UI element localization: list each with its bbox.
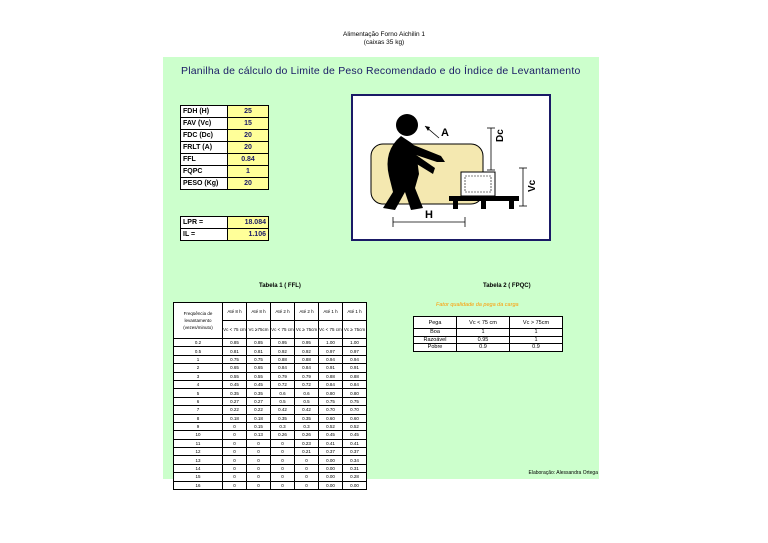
header-line-1: Alimentação Forno Aichilin 1 — [342, 31, 425, 38]
fpqc-header: Pega — [414, 317, 457, 329]
table-row — [414, 344, 563, 352]
table-cell: Razoável — [414, 336, 457, 344]
period-header: Até 8 h — [247, 303, 271, 321]
table-row — [174, 481, 367, 489]
table-cell: 0.97 — [319, 347, 343, 355]
table-row — [174, 431, 367, 439]
table-cell: 0.35 — [247, 389, 271, 397]
table-cell: 0.85 — [223, 339, 247, 347]
table-cell: 0.45 — [223, 380, 247, 388]
table-row — [174, 456, 367, 464]
vc-header: Vc < 75 cm — [271, 321, 295, 339]
document-header — [0, 31, 768, 47]
table-cell: 0.37 — [319, 448, 343, 456]
table-row — [174, 347, 367, 355]
table-cell: 0.9 — [510, 344, 563, 352]
table-row — [174, 422, 367, 430]
table-row — [174, 339, 367, 347]
table-row — [174, 473, 367, 481]
input-row — [181, 130, 269, 142]
frequency-cell: 5 — [174, 389, 223, 397]
table-cell: Pobre — [414, 344, 457, 352]
input-row — [181, 178, 269, 190]
table-cell: 0.72 — [271, 380, 295, 388]
table-cell: 0 — [223, 439, 247, 447]
table-cell: 0.81 — [223, 347, 247, 355]
result-row — [181, 217, 269, 229]
table-cell: 0.72 — [295, 380, 319, 388]
table-cell: 0 — [295, 464, 319, 472]
table-cell: 0.41 — [343, 439, 367, 447]
table-cell: 0.00 — [343, 481, 367, 489]
table-cell: 0.37 — [343, 448, 367, 456]
header-line-2: (caixas 35 kg) — [363, 39, 405, 46]
vc-header: Vc < 75 cm — [223, 321, 247, 339]
result-value[interactable]: 18.084 — [228, 217, 269, 229]
input-value[interactable]: 1 — [228, 166, 269, 178]
input-value[interactable]: 25 — [228, 106, 269, 118]
table-cell: 0.55 — [223, 372, 247, 380]
table-cell: 0.94 — [343, 355, 367, 363]
table-cell: 0 — [247, 464, 271, 472]
table-cell: 0.42 — [295, 406, 319, 414]
frequency-cell: 13 — [174, 456, 223, 464]
table-cell: 0.79 — [271, 372, 295, 380]
frequency-cell: 0.2 — [174, 339, 223, 347]
table-cell: 0 — [295, 473, 319, 481]
label-dc: Dc — [495, 129, 506, 142]
table-cell: 0 — [223, 481, 247, 489]
table-row — [414, 336, 563, 344]
spreadsheet-area — [163, 57, 599, 488]
period-header: Até 1 h — [319, 303, 343, 321]
table-cell: 0.27 — [247, 397, 271, 405]
table-cell: 0 — [223, 448, 247, 456]
result-label: IL = — [181, 229, 228, 241]
table-cell: 0.65 — [247, 364, 271, 372]
input-row — [181, 106, 269, 118]
table-cell: 0 — [271, 456, 295, 464]
table-row — [174, 364, 367, 372]
table-cell: 0 — [271, 439, 295, 447]
table-cell: 0.75 — [319, 397, 343, 405]
table-cell: 0.92 — [271, 347, 295, 355]
table-cell: 0 — [247, 473, 271, 481]
table-row — [174, 448, 367, 456]
input-label: FFL — [181, 154, 228, 166]
frequency-cell: 9 — [174, 422, 223, 430]
table-cell: 0.23 — [295, 439, 319, 447]
result-row — [181, 229, 269, 241]
input-value[interactable]: 0.84 — [228, 154, 269, 166]
table-cell: 0.00 — [319, 464, 343, 472]
input-row — [181, 118, 269, 130]
table-cell: 0.70 — [319, 406, 343, 414]
table-cell: 1.00 — [343, 339, 367, 347]
table-row — [174, 380, 367, 388]
table-row — [174, 406, 367, 414]
table-cell: 0 — [223, 473, 247, 481]
lifting-illustration — [351, 94, 551, 241]
frequency-cell: 11 — [174, 439, 223, 447]
frequency-cell: 15 — [174, 473, 223, 481]
table-cell: 0.97 — [343, 347, 367, 355]
frequency-cell: 2 — [174, 364, 223, 372]
table-cell: 0.84 — [319, 380, 343, 388]
table-cell: 0.3 — [295, 422, 319, 430]
input-label: FRLT (A) — [181, 142, 228, 154]
table-cell: 0.95 — [271, 339, 295, 347]
table-cell: 0 — [271, 448, 295, 456]
input-value[interactable]: 15 — [228, 118, 269, 130]
fpqc-table — [413, 316, 563, 352]
table-cell: 1.00 — [319, 339, 343, 347]
table-cell: 0.88 — [295, 355, 319, 363]
table-cell: 0.88 — [319, 372, 343, 380]
table-cell: 0.60 — [343, 414, 367, 422]
table-cell: 0.95 — [457, 336, 510, 344]
table-cell: 0.84 — [343, 380, 367, 388]
table-cell: 0 — [247, 456, 271, 464]
fpqc-header: Vc > 75cm — [510, 317, 563, 329]
table-cell: 0.27 — [223, 397, 247, 405]
table-cell: 0.70 — [343, 406, 367, 414]
table-row — [174, 439, 367, 447]
table-row — [174, 397, 367, 405]
period-header: Até 1 h — [343, 303, 367, 321]
table-cell: 0.45 — [247, 380, 271, 388]
table-cell: 0.3 — [271, 422, 295, 430]
table-cell: 0.84 — [271, 364, 295, 372]
table-cell: 0.79 — [295, 372, 319, 380]
period-header: Até 8 h — [223, 303, 247, 321]
table-row — [174, 372, 367, 380]
table-cell: 0.22 — [223, 406, 247, 414]
table-cell: 0.80 — [343, 389, 367, 397]
input-label: FDC (Dc) — [181, 130, 228, 142]
table-cell: 0.41 — [319, 439, 343, 447]
result-value[interactable]: 1.106 — [228, 229, 269, 241]
table-cell: 0.22 — [247, 406, 271, 414]
input-row — [181, 166, 269, 178]
input-label: FQPC — [181, 166, 228, 178]
table-cell: 1 — [457, 329, 510, 337]
table-cell: 0 — [223, 431, 247, 439]
ffl-table — [173, 302, 367, 490]
results-table — [180, 216, 269, 241]
table-row — [174, 389, 367, 397]
table-cell: 0.35 — [223, 389, 247, 397]
table-cell: 0 — [295, 481, 319, 489]
table-cell: 0.26 — [295, 431, 319, 439]
table-cell: 0.60 — [319, 414, 343, 422]
ffl-table-body — [174, 339, 367, 490]
table-cell: 0.75 — [247, 355, 271, 363]
table-cell: 0.45 — [319, 431, 343, 439]
table-cell: 0.88 — [343, 372, 367, 380]
table-cell: 0.52 — [319, 422, 343, 430]
author-credit: Elaboração: Alessandra Ortega — [528, 470, 598, 476]
frequency-cell: 14 — [174, 464, 223, 472]
period-header: Até 2 h — [295, 303, 319, 321]
fpqc-header-row — [414, 317, 563, 329]
table-cell: 0.5 — [271, 397, 295, 405]
table-cell: 0.35 — [295, 414, 319, 422]
input-row — [181, 142, 269, 154]
table-cell: 0 — [271, 481, 295, 489]
table-cell: 0.91 — [343, 364, 367, 372]
table-cell: 0 — [247, 448, 271, 456]
table-cell: 0.00 — [319, 473, 343, 481]
table-row — [174, 414, 367, 422]
table-cell: 0.65 — [223, 364, 247, 372]
lifting-worker-figure — [353, 96, 549, 239]
table2-subtitle: Fator qualidade da pega da carga — [436, 302, 519, 308]
table-cell: 0.88 — [271, 355, 295, 363]
frequency-cell: 16 — [174, 481, 223, 489]
input-value[interactable]: 20 — [228, 142, 269, 154]
table-cell: 0.31 — [343, 464, 367, 472]
table-cell: 0.13 — [247, 431, 271, 439]
fpqc-header: Vc < 75 cm — [457, 317, 510, 329]
input-value[interactable]: 20 — [228, 130, 269, 142]
table-cell: 0.18 — [223, 414, 247, 422]
table-cell: 0 — [223, 422, 247, 430]
table-cell: 0 — [271, 464, 295, 472]
vc-header: Vc ≥ 75cm — [295, 321, 319, 339]
table-cell: 0.35 — [271, 414, 295, 422]
vc-header: Vc ≥75cm — [247, 321, 271, 339]
table-cell: 0.28 — [343, 473, 367, 481]
input-label: FDH (H) — [181, 106, 228, 118]
table-cell: 0.45 — [343, 431, 367, 439]
period-header: Até 2 h — [271, 303, 295, 321]
frequency-cell: 8 — [174, 414, 223, 422]
frequency-cell: 3 — [174, 372, 223, 380]
input-factors-table — [180, 105, 269, 190]
frequency-cell: 10 — [174, 431, 223, 439]
table-cell: 0.91 — [319, 364, 343, 372]
frequency-cell: 4 — [174, 380, 223, 388]
period-header-row — [174, 303, 367, 321]
table-cell: 0.00 — [319, 481, 343, 489]
table-cell: 0.5 — [295, 397, 319, 405]
input-label: FAV (Vc) — [181, 118, 228, 130]
table-cell: 0.9 — [457, 344, 510, 352]
table-cell: 0.34 — [343, 456, 367, 464]
frequency-cell: 0.5 — [174, 347, 223, 355]
table-cell: 0.92 — [295, 347, 319, 355]
table-cell: 0.95 — [295, 339, 319, 347]
table-cell: 0.85 — [247, 339, 271, 347]
table-row — [174, 464, 367, 472]
table-cell: 0 — [247, 439, 271, 447]
table-cell: 0.26 — [271, 431, 295, 439]
table-row — [414, 329, 563, 337]
table-cell: 0.75 — [223, 355, 247, 363]
table-cell: 0.84 — [295, 364, 319, 372]
table1-caption: Tabela 1 ( FFL) — [259, 283, 301, 289]
input-row — [181, 154, 269, 166]
table-cell: 0.21 — [295, 448, 319, 456]
frequency-cell: 12 — [174, 448, 223, 456]
input-label: PESO (Kg) — [181, 178, 228, 190]
input-value[interactable]: 20 — [228, 178, 269, 190]
table-cell: 0 — [271, 473, 295, 481]
vc-header: Vc < 75 cm — [319, 321, 343, 339]
table-cell: 0.55 — [247, 372, 271, 380]
table-cell: 0.94 — [319, 355, 343, 363]
table-cell: 0.81 — [247, 347, 271, 355]
table-cell: 0.6 — [295, 389, 319, 397]
sheet-title: Planilha de cálculo do Limite de Peso Recomendado e do Índice de Levantamento — [181, 65, 581, 77]
vc-header: Vc ≥ 75cm — [343, 321, 367, 339]
table-cell: 0.52 — [343, 422, 367, 430]
table-cell: 0 — [223, 464, 247, 472]
table-cell: 0.42 — [271, 406, 295, 414]
frequency-cell: 6 — [174, 397, 223, 405]
table-cell: 0.15 — [247, 422, 271, 430]
table2-caption: Tabela 2 ( FPQC) — [483, 283, 531, 289]
label-a: A — [441, 127, 449, 139]
table-cell: 0.80 — [319, 389, 343, 397]
frequency-cell: 7 — [174, 406, 223, 414]
table-cell: 0 — [247, 481, 271, 489]
table-cell: 0 — [223, 456, 247, 464]
table-cell: 0.6 — [271, 389, 295, 397]
table-cell: 1 — [510, 336, 563, 344]
result-label: LPR = — [181, 217, 228, 229]
table-cell: 0 — [295, 456, 319, 464]
label-h: H — [425, 209, 433, 221]
table-cell: Boa — [414, 329, 457, 337]
frequency-cell: 1 — [174, 355, 223, 363]
table-cell: 0.00 — [319, 456, 343, 464]
table-row — [174, 355, 367, 363]
label-vc: Vc — [527, 179, 538, 192]
frequency-header: Freqüência de levantamento (vezes/minuto) — [174, 303, 223, 339]
table-cell: 1 — [510, 329, 563, 337]
table-cell: 0.75 — [343, 397, 367, 405]
table-cell: 0.18 — [247, 414, 271, 422]
